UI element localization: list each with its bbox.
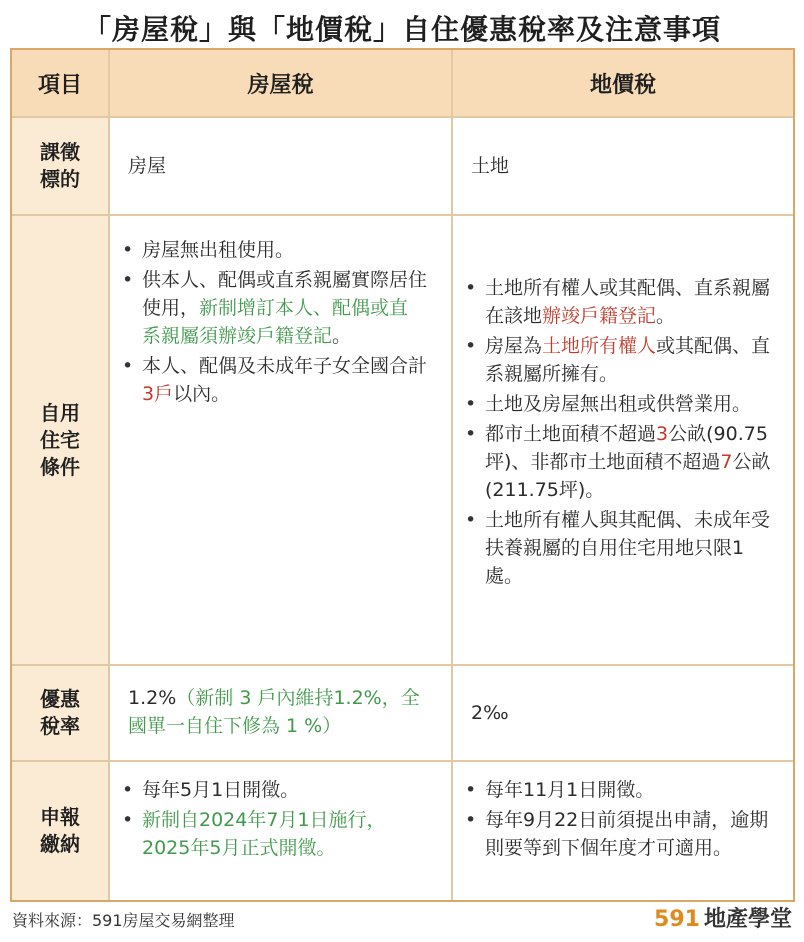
list-item-text: 本人、配偶及未成年子女全國合計 — [142, 355, 428, 377]
list-item-text: 房屋為 — [485, 335, 543, 357]
row-label-rate: 優惠稅率 — [12, 666, 108, 760]
list-item-text: 供本人、配偶或直系親屬實際居住使用， — [142, 269, 428, 319]
header-item: 項目 — [37, 72, 82, 98]
condition-item — [453, 332, 781, 388]
row-label-filing: 申報繳納 — [12, 762, 108, 900]
filing-house — [108, 762, 451, 900]
list-item-text: 土地所有權人或其配偶、直系親屬在該地 — [485, 277, 771, 327]
table-row-rate — [12, 664, 793, 760]
conditions-house-list — [110, 236, 427, 408]
list-item-text: 房屋無出租使用。 — [142, 239, 295, 261]
tax-comparison-table — [10, 48, 795, 902]
table-row-target — [12, 116, 793, 214]
filing-item — [110, 776, 431, 804]
filing-house-list — [110, 776, 431, 862]
rate-house-value: 1.2% — [128, 687, 177, 709]
highlight-text: 7 — [720, 451, 733, 473]
condition-item — [110, 236, 427, 264]
table-row-filing — [12, 760, 793, 900]
table-header-row — [12, 50, 793, 116]
filing-land-list — [453, 776, 779, 862]
list-item-text: 每年11月1日開徵。 — [485, 779, 655, 801]
target-land: 土地 — [451, 118, 793, 214]
highlight-text: 3戶 — [142, 383, 174, 405]
row-label-target: 課徵標的 — [12, 118, 108, 214]
header-house-tax: 房屋稅 — [108, 50, 451, 116]
rate-land: 2‰ — [451, 666, 793, 760]
list-item-text: 。 — [656, 305, 676, 327]
list-item-text: 每年5月1日開徵。 — [142, 779, 300, 801]
highlight-text: 3 — [656, 423, 669, 445]
list-item-text: 土地所有權人與其配偶、未成年受扶養親屬的自用住宅用地只限1處。 — [485, 509, 771, 587]
filing-item — [110, 806, 431, 862]
source-note: 資料來源：591房屋交易網整理 — [12, 911, 235, 930]
target-house: 房屋 — [108, 118, 451, 214]
rate-house — [108, 666, 451, 760]
filing-item — [453, 806, 779, 862]
list-item-text: 。 — [332, 325, 352, 347]
list-item-text: 或其配偶、直系親屬所擁有。 — [485, 335, 771, 385]
highlight-text: 新制增訂本人、配偶或直系親屬須辦竣戶籍登記 — [142, 297, 409, 347]
page-title: 「房屋稅」與「地價稅」自住優惠稅率及注意事項 — [82, 13, 721, 46]
conditions-land — [451, 216, 793, 664]
highlight-text: 辦竣戶籍登記 — [542, 305, 657, 327]
rate-house-note: （新制 3 戶內維持1.2%，全國單一自住下修為 1 %） — [128, 687, 420, 737]
filing-item — [453, 776, 779, 804]
header-land-tax: 地價稅 — [451, 50, 793, 116]
list-item-text: 以內。 — [173, 383, 231, 405]
conditions-land-list — [453, 274, 781, 590]
highlight-text: 土地所有權人 — [542, 335, 657, 357]
condition-item — [453, 390, 781, 418]
list-item-text: 公畝(90.75坪)、非都市土地面積不超過 — [485, 423, 768, 473]
brand-logo: 591 地產學堂 — [654, 907, 792, 932]
condition-item — [110, 352, 427, 408]
list-item-text: 新制自2024年7月1日施行，2025年5月正式開徵。 — [142, 809, 386, 859]
list-item-text: 公畝(211.75坪)。 — [485, 451, 771, 501]
list-item-text: 土地及房屋無出租或供營業用。 — [485, 393, 752, 415]
filing-land — [451, 762, 793, 900]
conditions-house — [108, 216, 451, 664]
list-item-text: 每年9月22日前須提出申請，逾期則要等到下個年度才可適用。 — [485, 809, 769, 859]
condition-item — [110, 266, 427, 350]
list-item-text: 都市土地面積不超過 — [485, 423, 657, 445]
condition-item — [453, 274, 781, 330]
condition-item — [453, 420, 781, 504]
table-row-conditions — [12, 214, 793, 664]
row-label-conditions: 自用住宅條件 — [12, 216, 108, 664]
condition-item — [453, 506, 781, 590]
